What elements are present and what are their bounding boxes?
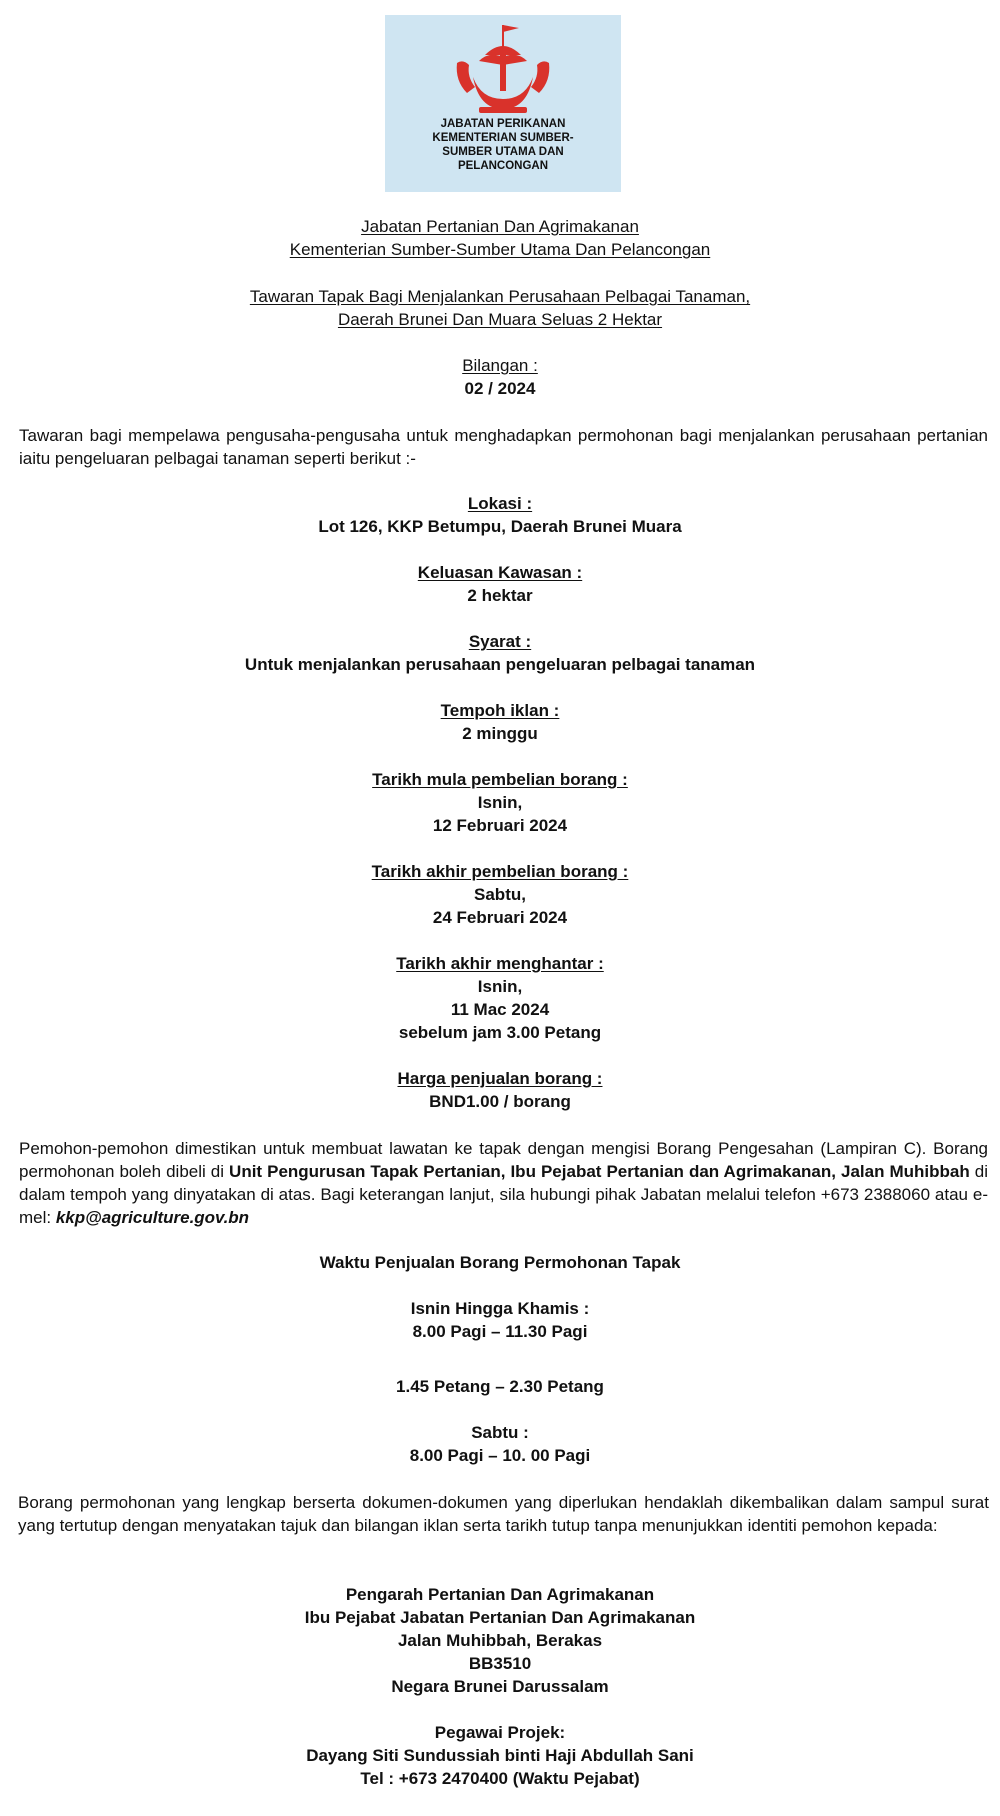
address-line-3: Jalan Muhibbah, Berakas	[397, 1631, 603, 1650]
waktu-title: Waktu Penjualan Borang Permohonan Tapak	[319, 1253, 681, 1272]
weekday-afternoon: 1.45 Petang – 2.30 Petang	[396, 1377, 604, 1396]
harga-value: BND1.00 / borang	[429, 1092, 571, 1111]
tarikh-hantar-date: 11 Mac 2024	[450, 1000, 550, 1019]
notice-title-line-2: Daerah Brunei Dan Muara Seluas 2 Hektar	[337, 310, 663, 329]
weekday-label: Isnin Hingga Khamis :	[410, 1299, 590, 1318]
tarikh-hantar-label: Tarikh akhir menghantar :	[396, 954, 604, 973]
tarikh-mula-label: Tarikh mula pembelian borang :	[372, 770, 628, 789]
visit-paragraph-text: Pemohon-pemohon dimestikan untuk membuat lawatan ke tapak dengan mengisi Borang Pengesahan (Lampiran C). Borang permohonan boleh dibeli di	[19, 1139, 988, 1181]
visit-paragraph	[19, 1137, 988, 1229]
notice-title-line-1: Tawaran Tapak Bagi Menjalankan Perusahaan Pelbagai Tanaman,	[249, 287, 751, 306]
address-line-2: Ibu Pejabat Jabatan Pertanian Dan Agrimakanan	[304, 1608, 696, 1627]
intro-paragraph: Tawaran bagi mempelawa pengusaha-pengusaha untuk menghadapkan permohonan bagi menjalankan perusahaan pertanian iaitu pengeluaran pelbagai tanaman seperti berikut :-	[19, 426, 988, 468]
tarikh-hantar-time: sebelum jam 3.00 Petang	[398, 1023, 602, 1042]
address-line-4: BB3510	[468, 1654, 532, 1673]
weekday-morning: 8.00 Pagi – 11.30 Pagi	[412, 1322, 588, 1341]
tarikh-akhir-label: Tarikh akhir pembelian borang :	[371, 862, 629, 881]
syarat-value: Untuk menjalankan perusahaan pengeluaran pelbagai tanaman	[244, 655, 756, 674]
harga-label: Harga penjualan borang :	[397, 1069, 603, 1088]
tarikh-akhir-day: Sabtu,	[474, 885, 526, 904]
pegawai-label: Pegawai Projek:	[434, 1723, 566, 1742]
bilangan-label: Bilangan :	[462, 356, 538, 375]
syarat-label: Syarat :	[468, 632, 532, 651]
logo-text-line: KEMENTERIAN SUMBER-	[432, 132, 574, 144]
lokasi-value: Lot 126, KKP Betumpu, Daerah Brunei Muara	[318, 517, 682, 536]
department-name: Jabatan Pertanian Dan Agrimakanan	[361, 217, 639, 236]
tarikh-hantar-day: Isnin,	[477, 977, 523, 996]
purchase-location: Unit Pengurusan Tapak Pertanian, Ibu Pejabat Pertanian dan Agrimakanan, Jalan Muhibbah	[229, 1162, 970, 1181]
tempoh-value: 2 minggu	[462, 724, 538, 743]
tempoh-label: Tempoh iklan :	[440, 701, 560, 720]
pegawai-tel: Tel : +673 2470400 (Waktu Pejabat)	[360, 1769, 640, 1788]
contact-email[interactable]: kkp@agriculture.gov.bn	[55, 1208, 250, 1227]
lokasi-label: Lokasi :	[467, 494, 533, 513]
department-logo	[385, 15, 621, 192]
keluasan-label: Keluasan Kawasan :	[417, 563, 583, 582]
logo-text-line: SUMBER UTAMA DAN	[442, 146, 564, 158]
saturday-label: Sabtu :	[471, 1423, 529, 1442]
address-line-1: Pengarah Pertanian Dan Agrimakanan	[345, 1585, 655, 1604]
ministry-name: Kementerian Sumber-Sumber Utama Dan Pelancongan	[289, 240, 711, 259]
visit-paragraph-text: di dalam tempoh yang dinyatakan di atas. Bagi keterangan lanjut, sila hubungi pihak Jabatan melalui telefon +673 2388060 atau e-mel:	[19, 1162, 988, 1227]
logo-text-line: PELANCONGAN	[457, 160, 549, 172]
tarikh-mula-day: Isnin,	[477, 793, 523, 812]
tarikh-akhir-date: 24 Februari 2024	[432, 908, 568, 927]
saturday-time: 8.00 Pagi – 10. 00 Pagi	[409, 1446, 591, 1465]
address-line-5: Negara Brunei Darussalam	[391, 1677, 609, 1696]
pegawai-name: Dayang Siti Sundussiah binti Haji Abdullah Sani	[306, 1746, 694, 1765]
tarikh-mula-date: 12 Februari 2024	[432, 816, 568, 835]
keluasan-value: 2 hektar	[467, 586, 533, 605]
submission-paragraph: Borang permohonan yang lengkap berserta dokumen-dokumen yang diperlukan hendaklah dikembalikan dalam sampul surat yang tertutup dengan menyatakan tajuk dan bilangan iklan serta tarikh tutup tanpa menunjukkan identiti pemohon kepada:	[18, 1493, 989, 1535]
logo-text-line: JABATAN PERIKANAN	[440, 118, 566, 130]
brunei-crest-icon	[449, 21, 557, 115]
bilangan-value: 02 / 2024	[464, 379, 536, 398]
